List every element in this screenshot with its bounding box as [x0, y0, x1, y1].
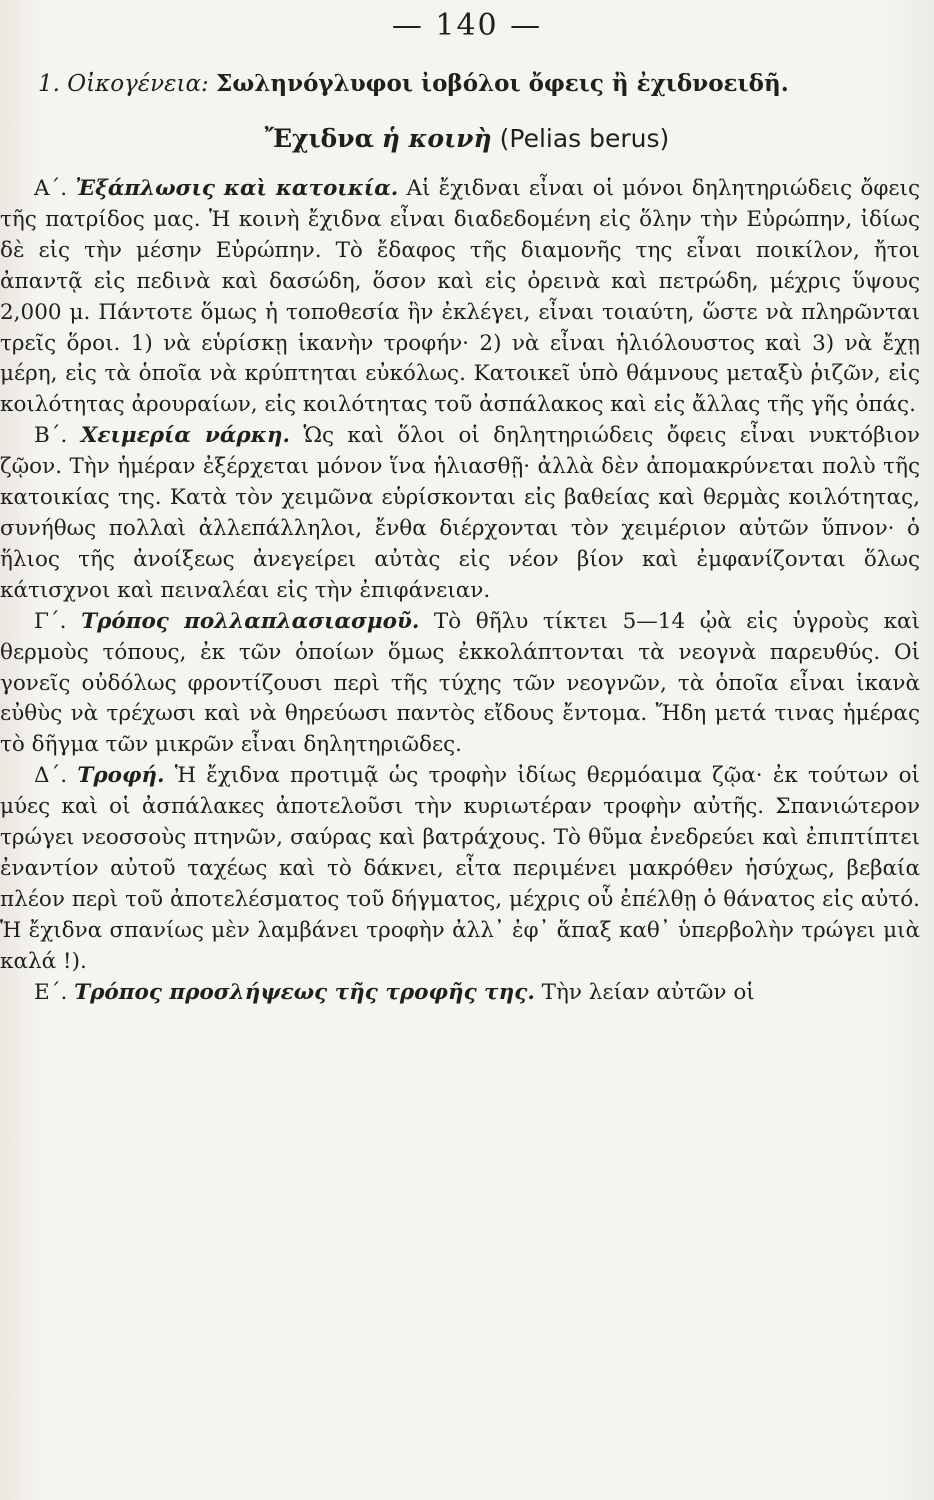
species-greek-name: Ἔχιδνα [264, 124, 374, 153]
section-heading: Τρόπος πολλαπλασιασμοῦ. [81, 608, 420, 634]
section-paragraph [0, 607, 920, 762]
section-letter: Δ΄. [34, 763, 68, 789]
species-latin-name: (Pelias berus) [499, 124, 670, 153]
page-number: — 140 — [391, 8, 543, 43]
section-paragraph [0, 421, 920, 606]
section-heading: Ἐξάπλωσις καὶ κατοικία. [75, 176, 399, 201]
section-body: Αἱ ἔχιδναι εἶναι οἱ μόνοι δηλητηριώδεις ὄφεις τῆς πατρίδος μας. Ἡ κοινὴ ἔχιδνα εἶναι διαδεδομένη εἰς ὅλην τὴν Εὐρώπην, ἰδίως δὲ εἰς τὴν μέσην Εὐρώπην. Τὸ ἔδαφος τῆς διαμονῆς της εἶναι ποικίλον, ἤτοι ἀπαντᾷ εἰς πεδινὰ καὶ δασώδη, ὅσον καὶ εἰς ὀρεινὰ καὶ πετρώδη, μέχρις ὕψους 2,000 μ. Πάντοτε ὅμως ἡ τοποθεσία ἣν ἐκλέγει, εἶναι τοιαύτη, ὥστε νὰ πληρῶνται τρεῖς ὅροι. 1) νὰ εὑρίσκῃ ἱκανὴν τροφήν· 2) νὰ εἶναι ἡλιόλουστος καὶ 3) νὰ ἔχῃ μέρη, εἰς τὰ ὁποῖα νὰ κρύπτηται εὐκόλως. Κατοικεῖ ὑπὸ θάμνους μεταξὺ ῥιζῶν, εἰς κοιλότητας ἀρουραίων, εἰς κοιλότητας τοῦ ἀσπάλακος καὶ εἰς ἄλλας τῆς γῆς ὀπάς. [0, 176, 920, 418]
section-letter: Ε΄. [34, 979, 68, 1005]
family-name: Σωληνόγλυφοι ἰοβόλοι ὄφεις ἢ ἐχιδνοειδῆ. [216, 70, 789, 97]
section-paragraph [0, 761, 920, 977]
species-greek-qualifier: ἡ κοινὴ [381, 124, 492, 153]
section-letter: Γ΄. [34, 608, 67, 634]
section-heading: Χειμερία νάρκη. [80, 423, 290, 449]
section-heading: Τρόπος προσλήψεως τῆς τροφῆς της. [74, 979, 535, 1005]
section-heading: Τροφή. [77, 763, 165, 789]
species-title [0, 124, 934, 153]
section-body: Ἡ ἔχιδνα προτιμᾷ ὡς τροφὴν ἰδίως θερμόαιμα ζῷα· ἐκ τούτων οἱ μύες καὶ οἱ ἀσπάλακες ἀποτελοῦσι τὴν κυριωτέραν τροφὴν αὐτῆς. Σπανιώτερον τρώγει νεοσσοὺς πτηνῶν, σαύρας καὶ βατράχους. Τὸ θῦμα ἐνεδρεύει καὶ ἐπιπτίπτει ἐναντίον αὐτοῦ ταχέως καὶ τὸ δάκνει, εἶτα περιμένει μακρόθεν ἡσύχως, βεβαία πλέον περὶ τοῦ ἀποτελέσματος τοῦ δήγματος, μέχρις οὗ ἐπέλθῃ ὁ θάνατος εἰς αὐτό. Ἡ ἔχιδνα σπανίως μὲν λαμβάνει τροφὴν ἀλλ᾽ ἐφ᾽ ἅπαξ καθ᾽ ὑπερβολὴν τρώγει μιὰ καλά !). [0, 763, 920, 974]
family-line [38, 70, 918, 97]
section-paragraph [0, 978, 920, 1009]
section-paragraph [0, 174, 920, 421]
body-text [0, 174, 920, 1008]
section-letter: Β΄. [34, 423, 68, 449]
section-body: Τὸ θῆλυ τίκτει 5—14 ᾠὰ εἰς ὑγροὺς καὶ θερμοὺς τόπους, ἐκ τῶν ὁποίων ὅμως ἐκκολάπτονται τὰ νεογνὰ παρευθύς. Οἱ γονεῖς οὐδόλως φροντίζουσι περὶ τῆς τύχης τῶν νεογνῶν, τὰ ὁποῖα εἶναι ἱκανὰ εὐθὺς νὰ τρέχωσι καὶ νὰ θηρεύωσι παντὸς εἴδους ἔντομα. Ἤδη μετά τινας ἡμέρας τὸ δῆγμα τῶν μικρῶν εἶναι δηλητηριῶδες. [0, 608, 920, 758]
section-body: Ὡς καὶ ὅλοι οἱ δηλητηριώδεις ὄφεις εἶναι νυκτόβιον ζῷον. Τὴν ἡμέραν ἐξέρχεται μόνον ἵνα ἡλιασθῇ· ἀλλὰ δὲν ἀπομακρύνεται πολὺ τῆς κατοικίας της. Κατὰ τὸν χειμῶνα εὑρίσκονται εἰς βαθείας καὶ θερμὰς κοιλότητας, συνήθως πολλαὶ ἀλλεπάλληλοι, ἔνθα διέρχονται τὸν χειμέριον αὐτῶν ὕπνον· ὁ ἥλιος τῆς ἀνοίξεως ἀνεγείρει αὐτὰς εἰς νέον βίον καὶ ἐμφανίζονται ὅλως κάτισχνοι καὶ πειναλέαι εἰς τὴν ἐπιφάνειαν. [0, 423, 921, 603]
family-label: 1. Οἰκογένεια: [38, 71, 209, 97]
section-letter: Α΄. [34, 176, 68, 201]
section-body: Τὴν λείαν αὐτῶν οἱ [541, 979, 755, 1005]
